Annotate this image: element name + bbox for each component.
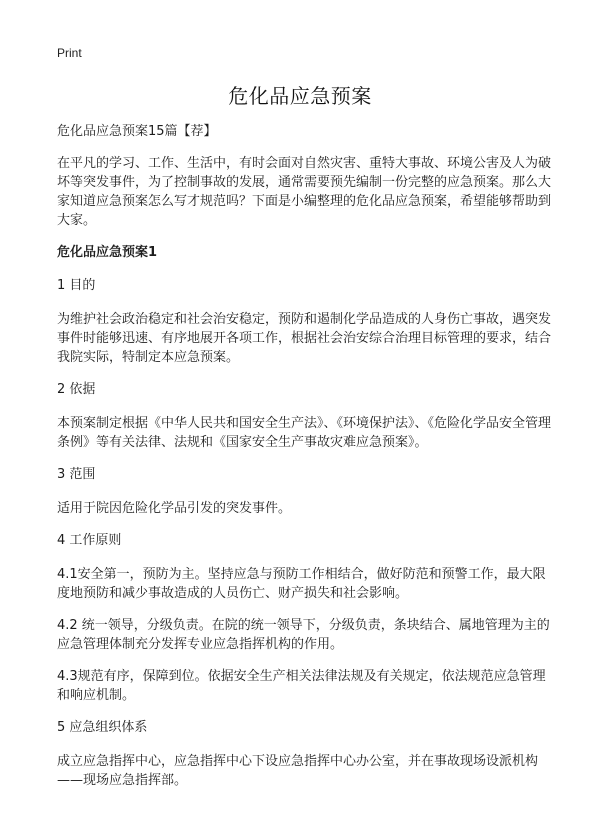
paragraph-purpose: 为维护社会政治稳定和社会治安稳定，预防和遏制化学品造成的人身伤亡事故，遇突发事件时能够迅速、有序地展开各项工作，根据社会治安综合治理目标管理的要求，结合我院实际，特制定本应急预案。 xyxy=(57,312,552,365)
intro-paragraph: 在平凡的学习、工作、生活中，有时会面对自然灾害、重特大事故、环境公害及人为破坏等突发事件，为了控制事故的发展，通常需要预先编制一份完整的应急预案。那么大家知道应急预案怎么写才规范吗？下面是小编整理的危化品应急预案，希望能够帮助到大家。 xyxy=(57,156,552,228)
page-title: 危化品应急预案 xyxy=(228,84,372,108)
paragraph-principle-4-1: 4.1安全第一，预防为主。坚持应急与预防工作相结合，做好防范和预警工作，最大限度地预防和减少事故造成的人员伤亡、财产损失和社会影响。 xyxy=(57,567,546,601)
heading-scope: 3 范围 xyxy=(57,467,96,482)
heading-organization: 5 应急组织体系 xyxy=(57,720,148,735)
heading-principles: 4 工作原则 xyxy=(57,533,122,548)
section-heading: 危化品应急预案1 xyxy=(57,245,158,260)
paragraph-scope: 适用于院因危险化学品引发的突发事件。 xyxy=(57,501,292,516)
heading-purpose: 1 目的 xyxy=(57,278,96,293)
paragraph-organization: 成立应急指挥中心，应急指挥中心下设应急指挥中心办公室，并在事故现场设派机构——现场应急指挥部。 xyxy=(57,754,539,788)
paragraph-principle-4-3: 4.3规范有序，保障到位。依据安全生产相关法律法规及有关规定，依法规范应急管理和响应机制。 xyxy=(57,669,546,703)
paragraph-basis: 本预案制定根据《中华人民共和国安全生产法》、《环境保护法》、《危险化学品安全管理条例》等有关法律、法规和《国家安全生产事故灾难应急预案》。 xyxy=(57,416,552,450)
document-subtitle: 危化品应急预案15篇【荐】 xyxy=(57,124,217,139)
document-body xyxy=(57,122,555,803)
heading-basis: 2 依据 xyxy=(57,382,96,397)
paragraph-principle-4-2: 4.2 统一领导，分级负责。在院的统一领导下，分级负责，条块结合、属地管理为主的应急管理体制充分发挥专业应急指挥机构的作用。 xyxy=(57,618,550,652)
print-label: Print xyxy=(57,46,82,60)
